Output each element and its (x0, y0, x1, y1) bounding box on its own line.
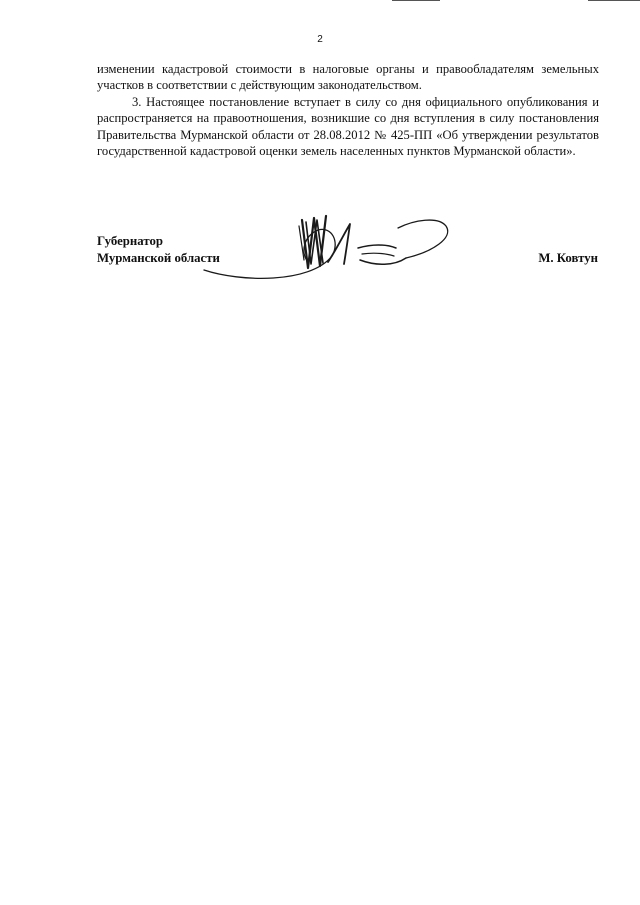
handwritten-signature (200, 208, 460, 288)
scan-artifact-line (392, 0, 440, 1)
document-body (97, 61, 599, 159)
paragraph-continuation: изменении кадастровой стоимости в налоговые органы и правообладателям земельных участков в соответствии с действующим законодательством. (97, 62, 599, 93)
paragraph-3: 3. Настоящее постановление вступает в силу со дня официального опубликования и распространяется на правоотношения, возникшие со дня вступления в силу постановления Правительства Мурманской области от 28.08.2012 № 425-ПП «Об утверждении результатов государственной кадастровой оценки земель населенных пунктов Мурманской области». (97, 94, 599, 159)
signatory-title-line2: Мурманской области (97, 251, 220, 265)
page-number: 2 (317, 34, 323, 45)
signatory-title-line1: Губернатор (97, 234, 163, 248)
scan-artifact-line (588, 0, 640, 1)
signatory-name: М. Ковтун (538, 251, 598, 265)
